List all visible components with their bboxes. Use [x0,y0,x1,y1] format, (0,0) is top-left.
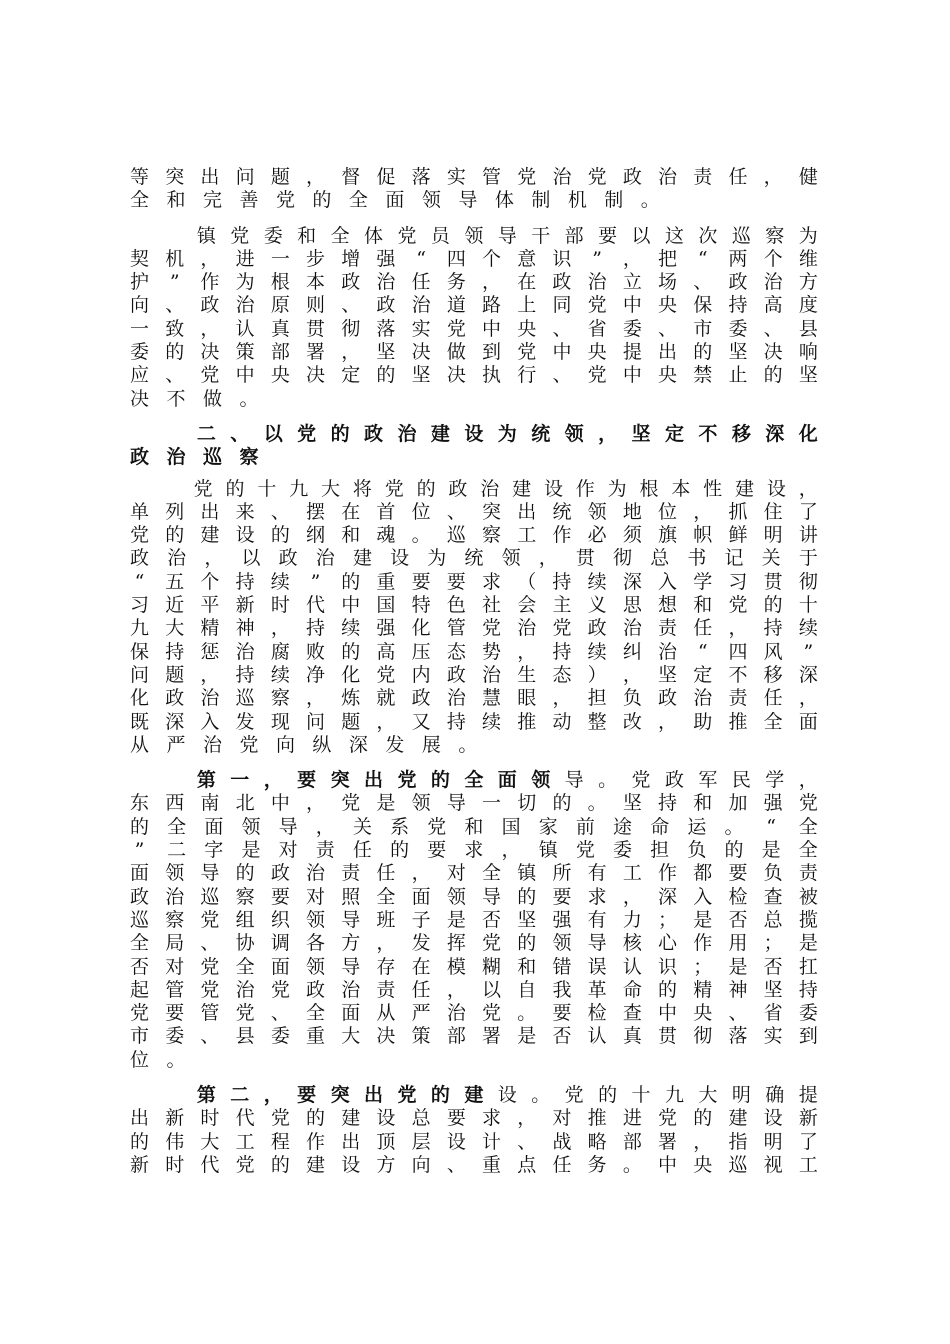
text-line: 党 的 建 设 的 纲 和 魂 。 巡 察 工 作 必 须 旗 帜 鲜 明 讲 [130,524,818,547]
text-line: 二 、 以 党 的 政 治 建 设 为 统 领 ， 坚 定 不 移 深 化 [196,422,818,445]
paragraph-spacing [130,213,818,225]
text-line: 位 。 [130,1048,203,1071]
document-page [130,166,818,1177]
paragraph-spacing [130,470,818,478]
text-line: 起 管 党 治 党 政 治 责 任 ， 以 自 我 革 命 的 精 神 坚 持 [130,978,818,1001]
text-line: 的 伟 大 工 程 作 出 顶 层 设 计 、 战 略 部 署 ， 指 明 了 [130,1130,818,1153]
text-line: “ 五 个 持 续 ” 的 重 要 要 求 （ 持 续 深 入 学 习 贯 彻 [134,570,818,593]
section-heading [130,423,818,470]
text-line: 第 一 ， 要 突 出 党 的 全 面 领 导 。 党 政 军 民 学 ， [196,769,818,792]
text-line: 从 严 治 党 向 纵 深 发 展 。 [130,733,495,756]
text-line: 保 持 惩 治 腐 败 的 高 压 态 势 ， 持 续 纠 治 “ 四 风 ” [130,640,814,663]
paragraph [130,225,818,411]
text-line: 九 大 精 神 ， 持 续 强 化 管 党 治 党 政 治 责 任 ， 持 续 [130,617,818,640]
text-line: 应 、 党 中 央 决 定 的 坚 决 执 行 、 党 中 央 禁 止 的 坚 [130,364,818,387]
text-line: 一 致 ， 认 真 贯 彻 落 实 党 中 央 、 省 委 、 市 委 、 县 [130,317,818,340]
text-line: 向 、 政 治 原 则 、 政 治 道 路 上 同 党 中 央 保 持 高 度 [130,294,818,317]
text-line: 单 列 出 来 、 摆 在 首 位 、 突 出 统 领 地 位 ， 抓 住 了 [130,500,818,523]
text-line: 决 不 做 。 [130,387,276,410]
text-line: 市 委 、 县 委 重 大 决 策 部 署 是 否 认 真 贯 彻 落 实 到 [130,1025,818,1048]
text-line: 东 西 南 北 中 ， 党 是 领 导 一 切 的 。 坚 持 和 加 强 党 [130,792,818,815]
paragraph [130,166,818,213]
text-line: 护 ” 作 为 根 本 政 治 任 务 ， 在 政 治 立 场 、 政 治 方 [130,271,818,294]
text-line: 新 时 代 党 的 建 设 方 向 、 重 点 任 务 。 中 央 巡 视 工 [130,1153,818,1176]
text-line: 出 新 时 代 党 的 建 设 总 要 求 ， 对 推 进 党 的 建 设 新 [130,1107,818,1130]
text-line: 既 深 入 发 现 问 题 ， 又 持 续 推 动 整 改 ， 助 推 全 面 [130,710,818,733]
text-line: 契 机 ， 进 一 步 增 强 “ 四 个 意 识 ” ， 把 “ 两 个 维 [130,247,818,270]
paragraph-spacing [130,1072,818,1084]
text-line: 习 近 平 新 时 代 中 国 特 色 社 会 主 义 思 想 和 党 的 十 [130,594,818,617]
text-line: 镇 党 委 和 全 体 党 员 领 导 干 部 要 以 这 次 巡 察 为 [196,224,818,247]
paragraph-spacing [130,757,818,769]
text-line: 全 局 、 协 调 各 方 ， 发 挥 党 的 领 导 核 心 作 用 ； 是 [130,932,818,955]
text-line: 的 全 面 领 导 ， 关 系 党 和 国 家 前 途 命 运 。 “ 全 [130,815,818,838]
paragraph-spacing [130,411,818,423]
text-line: 党 的 十 九 大 将 党 的 政 治 建 设 作 为 根 本 性 建 设 ， [193,477,818,500]
text-line: 政 治 巡 察 [130,446,276,469]
text-line: 全 和 完 善 党 的 全 面 领 导 体 制 机 制 。 [130,189,678,212]
text-line: 党 要 管 党 、 全 面 从 严 治 党 。 要 检 查 中 央 、 省 委 [130,1002,818,1025]
text-line: 政 治 巡 察 要 对 照 全 面 领 导 的 要 求 ， 深 入 检 查 被 [130,885,818,908]
text-line: 委 的 决 策 部 署 ， 坚 决 做 到 党 中 央 提 出 的 坚 决 响 [130,341,818,364]
text-line: 政 治 ， 以 政 治 建 设 为 统 领 ， 贯 彻 总 书 记 关 于 [130,547,818,570]
paragraph [130,769,818,1072]
text-line: 第 二 ， 要 突 出 党 的 建 设 。 党 的 十 九 大 明 确 提 [196,1083,818,1106]
text-line: ” 二 字 是 对 责 任 的 要 求 ， 镇 党 委 担 负 的 是 全 [134,839,818,862]
text-line: 问 题 ， 持 续 净 化 党 内 政 治 生 态 ） ， 坚 定 不 移 深 [130,663,818,686]
text-line: 等 突 出 问 题 ， 督 促 落 实 管 党 治 党 政 治 责 任 ， 健 [130,166,818,188]
paragraph [130,478,818,758]
text-line: 巡 察 党 组 织 领 导 班 子 是 否 坚 强 有 力 ； 是 否 总 揽 [130,908,818,931]
text-line: 化 政 治 巡 察 ， 炼 就 政 治 慧 眼 ， 担 负 政 治 责 任 ， [130,687,818,710]
text-line: 否 对 党 全 面 领 导 存 在 模 糊 和 错 误 认 识 ； 是 否 扛 [130,955,818,978]
paragraph [130,1084,818,1177]
text-line: 面 领 导 的 政 治 责 任 ， 对 全 镇 所 有 工 作 都 要 负 责 [130,862,818,885]
